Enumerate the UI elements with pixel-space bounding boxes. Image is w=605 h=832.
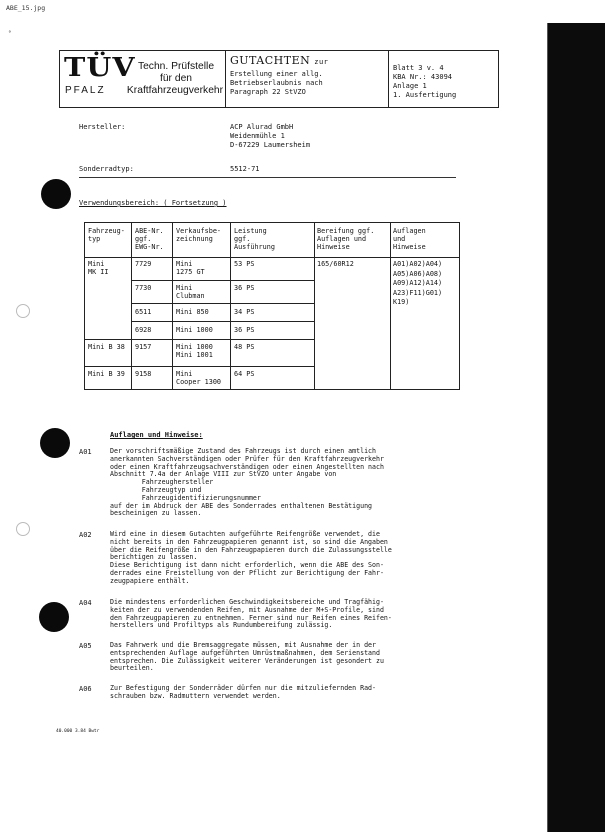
header-power: Leistung ggf. Ausführung xyxy=(234,227,275,252)
note-code: A04 xyxy=(79,599,92,607)
header-vehicle-type: Fahrzeug- typ xyxy=(88,227,125,244)
header-conditions: Auflagen und Hinweise xyxy=(393,227,426,252)
note-text: Der vorschriftsmäßige Zustand des Fahrzeugs ist durch einen amtlich anerkannten Sachverständigen oder Prüfer für den Kraftfahrzeugverkehr oder einen Kraftfahrzeugsachverständigen oder einen Angestellten nach Abschnitt 7.4a der Anlage VIII zur StVZO unter Angabe von Fahrzeughersteller Fahrzeugtyp und Fahrzeugidentifizierungsnummer auf der im Abdruck der ABE des Sonderrades enthaltenen Bestätigung bescheinigen zu lassen. xyxy=(110,447,384,518)
note-code: A06 xyxy=(79,685,92,693)
note-text: Die mindestens erforderlichen Geschwindigkeitsbereiche und Tragfähig- keiten der zu verwendenden Reifen, mit Ausnahme der M+S-Profile, sind den Fahrzeugpapieren zu entnehmen. Ferner sind nur Reifen eines Reifen- herstellers und Profiltyps als Rundumbereifung zulässig. xyxy=(110,598,392,630)
divider xyxy=(79,177,456,178)
usage-section-title: Verwendungsbereich: ( Fortsetzung ) xyxy=(79,199,227,207)
tuv-logo: TÜV xyxy=(64,53,136,83)
usage-table xyxy=(84,222,460,390)
note-code: A05 xyxy=(79,642,92,650)
table-cell-power: 48 PS xyxy=(234,343,255,351)
table-cell-power: 36 PS xyxy=(234,284,255,292)
report-subtitle: Paragraph 22 StVZO xyxy=(230,88,306,96)
table-cell-abe: 9158 xyxy=(135,370,152,378)
table-cell-conditions: A01)A02)A04) A05)A06)A08) A09)A12)A14) A23)F11)G01) K19) xyxy=(393,260,443,306)
table-cell-abe: 9157 xyxy=(135,343,152,351)
punch-hole xyxy=(39,602,69,632)
table-cell-name: Mini 850 xyxy=(176,308,209,316)
table-cell-name: Mini 1000 Mini 1001 xyxy=(176,343,213,360)
kba-number: KBA Nr.: 43094 xyxy=(393,73,453,81)
header-abe-number: ABE-Nr. ggf. EWG-Nr. xyxy=(135,227,164,252)
table-cell-abe: 7730 xyxy=(135,284,152,292)
table-cell-name: Mini Clubman xyxy=(176,284,205,301)
report-subtitle: Erstellung einer allg. xyxy=(230,70,323,78)
org-line-3: Kraftfahrzeugverkehr xyxy=(126,85,224,96)
table-cell-abe: 6511 xyxy=(135,308,152,316)
table-cell-power: 36 PS xyxy=(234,326,255,334)
table-cell-power: 53 PS xyxy=(234,260,255,268)
table-cell-power: 34 PS xyxy=(234,308,255,316)
note-text: Zur Befestigung der Sonderräder dürfen nur die mitzuliefernden Rad- schrauben bzw. Radmuttern verwendet werden. xyxy=(110,684,376,700)
table-cell-vehicle: Mini MK II xyxy=(88,260,109,277)
note-text: Das Fahrwerk und die Bremsaggregate müssen, mit Ausnahme der in der entsprechenden Auflage aufgeführten Umrüstmaßnahmen, dem Serienstand entsprechen. Die Zulässigkeit weiterer Veränderungen ist gesondert zu beurteilen. xyxy=(110,641,384,673)
note-code: A02 xyxy=(79,531,92,539)
report-title: GUTACHTEN zur xyxy=(230,54,329,67)
document-header xyxy=(59,50,499,108)
scan-dark-border xyxy=(548,23,605,832)
table-cell-power: 64 PS xyxy=(234,370,255,378)
table-cell-vehicle: Mini B 39 xyxy=(88,370,125,378)
manufacturer-city: D-67229 Laumersheim xyxy=(230,141,311,149)
tuv-logo-subtext: PFALZ xyxy=(65,85,106,96)
header-sales-name: Verkaufsbe- zeichnung xyxy=(176,227,222,244)
punch-hole xyxy=(16,522,30,536)
manufacturer-label: Hersteller: xyxy=(79,123,126,131)
table-cell-abe: 7729 xyxy=(135,260,152,268)
wheel-type-value: 5512-71 xyxy=(230,165,260,173)
table-cell-name: Mini 1000 xyxy=(176,326,213,334)
sheet-number: Blatt 3 v. 4 xyxy=(393,64,444,72)
manufacturer-street: Weidenmühle 1 xyxy=(230,132,285,140)
punch-hole xyxy=(16,304,30,318)
manufacturer-name: ACP Alurad GmbH xyxy=(230,123,294,131)
notes-title: Auflagen und Hinweise: xyxy=(110,431,203,439)
scan-mark: ° xyxy=(8,30,12,37)
note-code: A01 xyxy=(79,448,92,456)
org-line-2: für den xyxy=(159,73,193,84)
org-line-1: Techn. Prüfstelle xyxy=(137,61,215,72)
file-name-label: ABE_15.jpg xyxy=(6,4,46,12)
table-cell-tire: 165/60R12 xyxy=(317,260,354,268)
footer-print-code: 40.000 3.84 Bwtr xyxy=(56,729,100,734)
annex-label: Anlage 1 xyxy=(393,82,427,90)
punch-hole xyxy=(41,179,71,209)
table-cell-name: Mini 1275 GT xyxy=(176,260,205,277)
edition-label: 1. Ausfertigung xyxy=(393,91,457,99)
table-cell-abe: 6928 xyxy=(135,326,152,334)
punch-hole xyxy=(40,428,70,458)
wheel-type-label: Sonderradtyp: xyxy=(79,165,134,173)
report-subtitle: Betriebserlaubnis nach xyxy=(230,79,323,87)
header-tires: Bereifung ggf. Auflagen und Hinweise xyxy=(317,227,375,252)
table-cell-vehicle: Mini B 38 xyxy=(88,343,125,351)
table-cell-name: Mini Cooper 1300 xyxy=(176,370,222,387)
note-text: Wird eine in diesem Gutachten aufgeführte Reifengröße verwendet, die nicht bereits in den Fahrzeugpapieren genannt ist, so sind die Angaben über die Reifengröße in den Fahrzeugpapieren durch die Zulassungsstelle berichtigen zu lassen. Diese Berichtigung ist dann nicht erforderlich, wenn die ABE des Son- derrades eine Freistellung von der Pflicht zur Berichtigung der Fahr- zeugpapiere enthält. xyxy=(110,530,392,585)
